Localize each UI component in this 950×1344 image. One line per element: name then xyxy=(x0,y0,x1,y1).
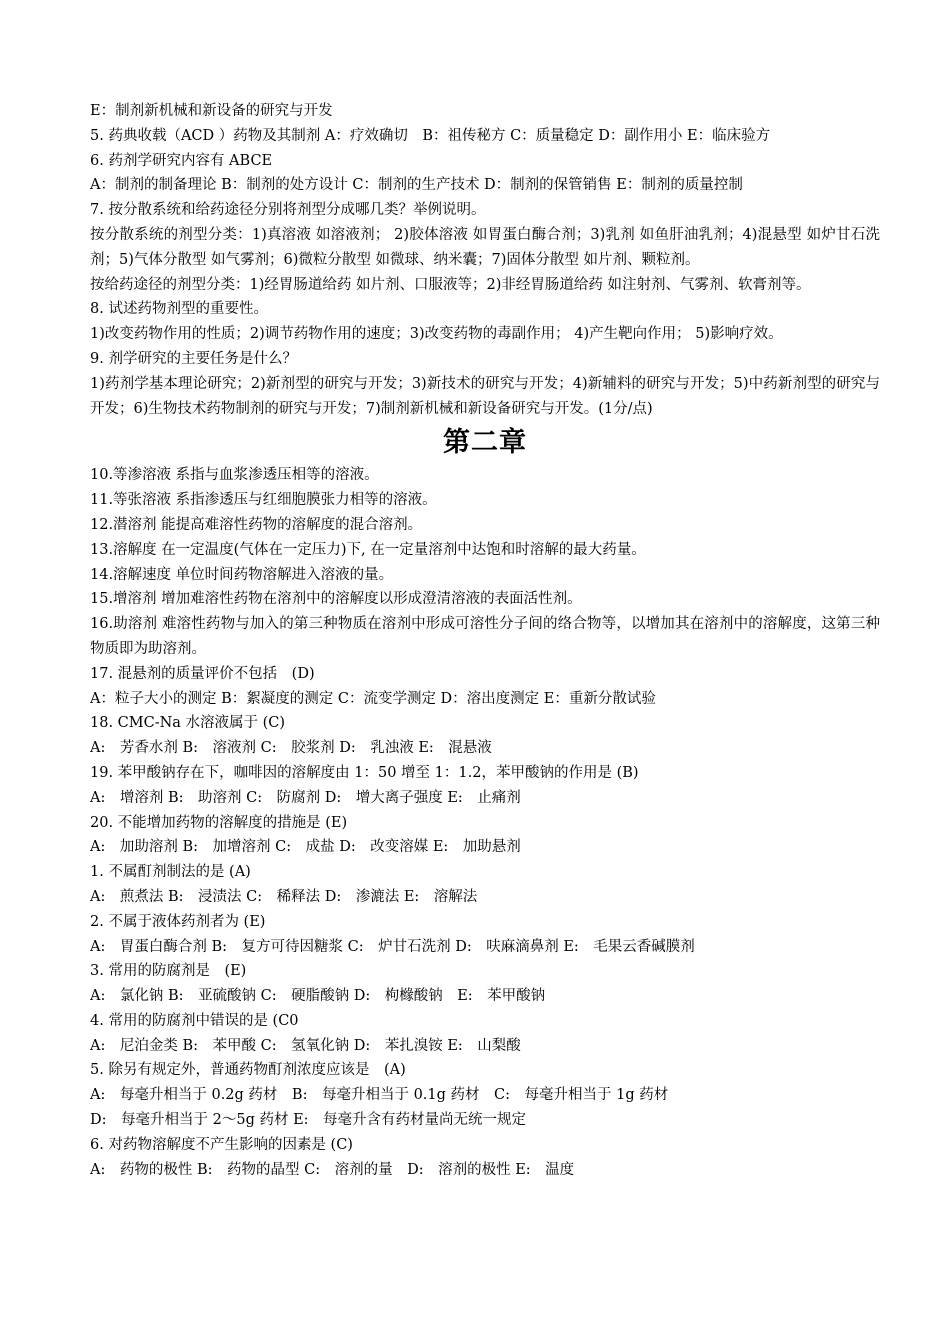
question-19-options: A: 增溶剂 B: 助溶剂 C: 防腐剂 D: 增大离子强度 E: 止痛剂 xyxy=(90,789,521,806)
q8-answer: 1)改变药物作用的性质；2)调节药物作用的速度；3)改变药物的毒副作用； 4)产生靶向作用； 5)影响疗效。 xyxy=(90,326,783,343)
mc-question-6: 6. 对药物溶解度不产生影响的因素是 (C) xyxy=(90,1136,353,1153)
question-6: 6. 药剂学研究内容有 ABCE xyxy=(90,152,273,169)
mc-question-4: 4. 常用的防腐剂中错误的是 (C0 xyxy=(90,1012,299,1029)
mc-question-4-options: A: 尼泊金类 B: 苯甲酸 C: 氢氧化钠 D: 苯扎溴铵 E: 山梨酸 xyxy=(90,1037,521,1054)
mc-question-1: 1. 不属酊剂制法的是 (A) xyxy=(90,864,251,881)
definition-12: 12.潜溶剂 能提高难溶性药物的溶解度的混合溶剂。 xyxy=(90,516,423,533)
chapter-heading: 第二章 xyxy=(443,427,527,459)
mc-question-5-options-a: A: 每毫升相当于 0.2g 药材 B: 每毫升相当于 0.1g 药材 C: 每毫升相当于 1g 药材 xyxy=(90,1087,669,1104)
question-18: 18. CMC-Na 水溶液属于 (C) xyxy=(90,715,286,732)
question-19: 19. 苯甲酸钠存在下，咖啡因的溶解度由 1：50 增至 1：1.2，苯甲酸钠的作用是 (B) xyxy=(90,764,639,781)
text-line: E：制剂新机械和新设备的研究与开发 xyxy=(90,103,333,119)
mc-question-2: 2. 不属于液体药剂者为 (E) xyxy=(90,913,266,930)
definition-15: 15.增溶剂 增加难溶性药物在溶剂中的溶解度以形成澄清溶液的表面活性剂。 xyxy=(90,591,582,608)
definition-13: 13.溶解度 在一定温度(气体在一定压力)下, 在一定量溶剂中达饱和时溶解的最大药量。 xyxy=(90,541,646,558)
q9-answer: 1)药剂学基本理论研究；2)新剂型的研究与开发；3)新技术的研究与开发；4)新辅料的研究与开发；5)中药新剂型的研究与开发；6)生物技术药物制剂的研究与开发；7)制剂新机械和新设备研究与开发。(1分/点) xyxy=(90,375,880,417)
q7-route-answer: 按给药途径的剂型分类：1)经胃肠道给药 如片剂、口服液等；2)非经胃肠道给药 如注射剂、气雾剂、软膏剂等。 xyxy=(90,276,811,293)
q7-dispersion-answer: 按分散系统的剂型分类：1)真溶液 如溶液剂； 2)胶体溶液 如胃蛋白酶合剂；3)乳剂 如鱼肝油乳剂；4)混悬型 如炉甘石洗剂；5)气体分散型 如气雾剂；6)微粒分散型 如微球、纳米囊；7)固体分散型 如片剂、颗粒剂。 xyxy=(90,226,880,268)
question-5: 5. 药典收载（ACD ）药物及其制剂 A：疗效确切 B：祖传秘方 C：质量稳定 D：副作用小 E：临床验方 xyxy=(90,127,771,144)
mc-question-2-options: A: 胃蛋白酶合剂 B: 复方可待因糖浆 C: 炉甘石洗剂 D: 呋麻滴鼻剂 E: 毛果云香碱膜剂 xyxy=(90,938,695,955)
question-17: 17. 混悬剂的质量评价不包括 (D) xyxy=(90,665,315,682)
question-17-options: A：粒子大小的测定 B：絮凝度的测定 C：流变学测定 D：溶出度测定 E：重新分散试验 xyxy=(90,690,656,707)
question-6-options: A：制剂的制备理论 B：制剂的处方设计 C：制剂的生产技术 D：制剂的保管销售 E：制剂的质量控制 xyxy=(90,177,743,194)
mc-question-6-options: A: 药物的极性 B: 药物的晶型 C: 溶剂的量 D: 溶剂的极性 E: 温度 xyxy=(90,1161,575,1178)
document-page xyxy=(90,99,880,1182)
mc-question-3: 3. 常用的防腐剂是 (E) xyxy=(90,963,247,980)
mc-question-1-options: A: 煎煮法 B: 浸渍法 C: 稀释法 D: 渗漉法 E: 溶解法 xyxy=(90,888,478,905)
definition-11: 11.等张溶液 系指渗透压与红细胞膜张力相等的溶液。 xyxy=(90,492,437,509)
mc-question-3-options: A: 氯化钠 B: 亚硫酸钠 C: 硬脂酸钠 D: 枸橼酸钠 E: 苯甲酸钠 xyxy=(90,988,546,1005)
question-7: 7. 按分散系统和给药途径分别将剂型分成哪几类？举例说明。 xyxy=(90,202,486,219)
definition-16: 16.助溶剂 难溶性药物与加入的第三种物质在溶剂中形成可溶性分子间的络合物等，以增加其在溶剂中的溶解度，这第三种物质即为助溶剂。 xyxy=(90,616,880,657)
definition-14: 14.溶解速度 单位时间药物溶解进入溶液的量。 xyxy=(90,566,394,583)
question-20-options: A: 加助溶剂 B: 加增溶剂 C: 成盐 D: 改变溶媒 E: 加助悬剂 xyxy=(90,839,521,856)
definition-10: 10.等渗溶液 系指与血浆渗透压相等的溶液。 xyxy=(90,467,379,484)
mc-question-5-options-b: D: 每毫升相当于 2～5g 药材 E: 每毫升含有药材量尚无统一规定 xyxy=(90,1112,527,1129)
question-20: 20. 不能增加药物的溶解度的措施是 (E) xyxy=(90,814,348,831)
question-9: 9. 剂学研究的主要任务是什么？ xyxy=(90,350,297,367)
question-18-options: A: 芳香水剂 B: 溶液剂 C: 胶浆剂 D: 乳浊液 E: 混悬液 xyxy=(90,740,492,757)
mc-question-5: 5. 除另有规定外，普通药物酊剂浓度应该是 (A) xyxy=(90,1062,406,1079)
question-8: 8. 试述药物剂型的重要性。 xyxy=(90,301,268,318)
